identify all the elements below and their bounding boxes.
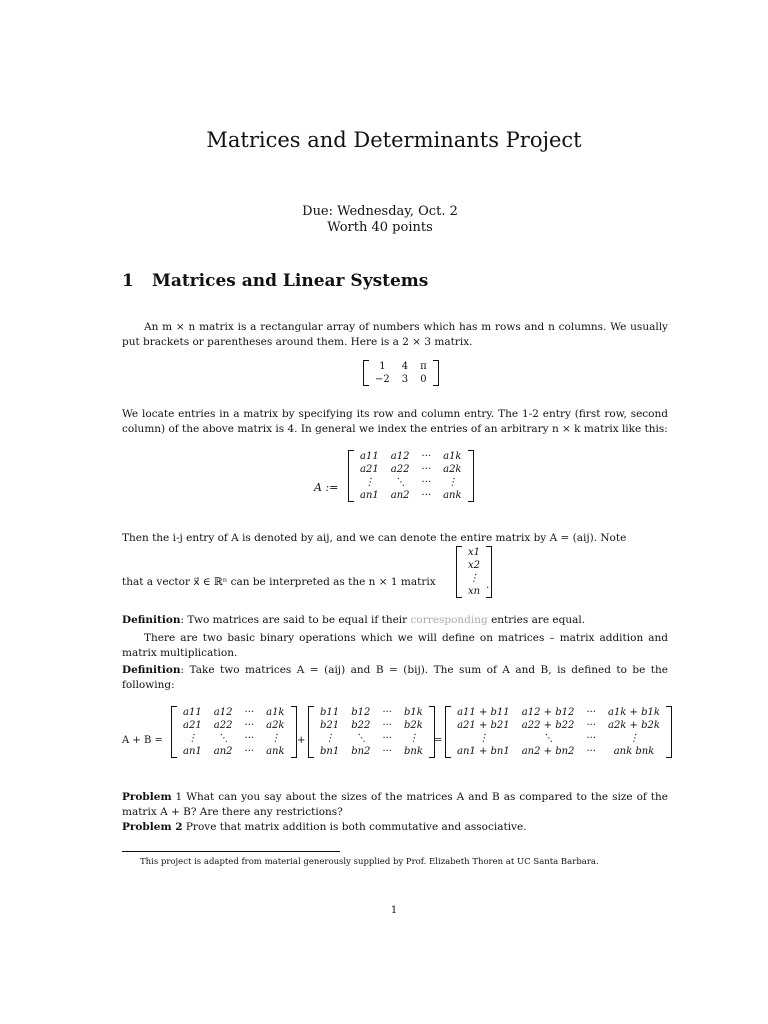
matrix-cell: a2k [266, 720, 285, 731]
matrix-row [451, 719, 666, 732]
matrix-cell: a22 [390, 464, 410, 475]
matrix-cell: ··· [382, 733, 392, 744]
definition-equal-text-a: : Two matrices are said to be equal if their [180, 614, 411, 626]
matrix-cell: a2k + b2k [607, 720, 660, 731]
matrix-cell: bn2 [351, 746, 371, 757]
matrix-row [177, 745, 291, 758]
matrix-cell: a12 [213, 707, 233, 718]
matrix-cell: ··· [586, 746, 596, 757]
matrix-cell: 3 [401, 374, 409, 385]
matrix-cell: 1 [379, 361, 386, 372]
matrix-row [354, 489, 468, 502]
matrix-cell: an2 [390, 490, 410, 501]
definition-label: Definition [122, 614, 181, 626]
matrix-row [314, 706, 429, 719]
matrix-cell: an1 + bn1 [457, 746, 510, 757]
matrix-cell: ⋮ [447, 477, 458, 488]
matrix-row [451, 706, 666, 719]
matrix-cell: an2 [213, 746, 233, 757]
matrix-row [462, 572, 486, 585]
matrix-cell: ank [266, 746, 285, 757]
example-matrix [363, 360, 439, 386]
matrix-cell: a21 [183, 720, 202, 731]
matrix-cell: ··· [421, 490, 432, 501]
matrix-cell: a21 [360, 464, 379, 475]
page-number: 1 [390, 905, 398, 916]
matrix-cell: b21 [320, 720, 340, 731]
matrix-cell: ⋮ [324, 733, 335, 744]
matrix-cell: ··· [244, 733, 255, 744]
definition-label: Definition [122, 664, 181, 676]
section-title: Matrices and Linear Systems [152, 271, 429, 291]
paragraph-indexing: We locate entries in a matrix by specifying its row and column entry. The 1-2 entry (first row, second column) of the above matrix is 4. In general we index the entries of an arbitrary n × k matrix like this: [122, 408, 668, 435]
matrix-cell: b22 [351, 720, 371, 731]
matrix-cell: a22 + b22 [521, 720, 575, 731]
sum-matrix-a-table [177, 706, 291, 758]
matrix-row [354, 463, 468, 476]
matrix-cell: a12 [390, 451, 410, 462]
matrix-cell: a12 + b12 [521, 707, 575, 718]
matrix-a-label: A := [314, 481, 339, 494]
definition-sum [122, 663, 668, 693]
due-date: Due: Wednesday, Oct. 2 [302, 204, 458, 219]
problem-2-text: Prove that matrix addition is both commutative and associative. [182, 821, 527, 833]
sum-matrix-a [171, 706, 297, 758]
due-block [0, 204, 760, 236]
matrix-cell: a22 [213, 720, 233, 731]
matrix-row [177, 719, 291, 732]
matrix-cell: 0 [420, 374, 427, 385]
matrix-cell: ··· [586, 707, 596, 718]
definition-equal-faint: corresponding [410, 614, 488, 626]
matrix-cell: ⋱ [395, 477, 406, 488]
matrix-cell: ··· [382, 720, 392, 731]
matrix-cell: ⋮ [270, 733, 281, 744]
matrix-cell: ··· [586, 733, 596, 744]
definition-equal [122, 613, 668, 628]
sum-matrix-b [308, 706, 435, 758]
problem-label: Problem 2 [122, 821, 183, 833]
matrix-cell: ··· [421, 451, 432, 462]
matrix-row [354, 476, 468, 489]
sum-matrix-b-table [314, 706, 429, 758]
matrix-a-table [354, 450, 468, 502]
matrix-cell: ··· [244, 720, 255, 731]
document-title: Matrices and Determinants Project [206, 128, 582, 152]
worth-points: Worth 40 points [327, 220, 433, 235]
footnote-rule [122, 851, 340, 852]
matrix-cell: b12 [351, 707, 371, 718]
paragraph-vector-text: that a vector x⃗ ∈ ℝⁿ can be interpreted as the n × 1 matrix [122, 576, 436, 588]
matrix-row [462, 559, 486, 572]
plus-sign: + [297, 735, 306, 746]
paragraph-operations: There are two basic binary operations which we will define on matrices – matrix addition and matrix multiplication. [122, 632, 668, 659]
matrix-row [451, 732, 666, 745]
matrix-row [369, 360, 433, 373]
matrix-cell: a11 [183, 707, 202, 718]
matrix-cell: ⋱ [543, 733, 554, 744]
matrix-cell: ··· [244, 746, 255, 757]
matrix-cell: −2 [375, 374, 390, 385]
sum-label: A + B = [122, 735, 163, 746]
matrix-cell: ··· [382, 746, 392, 757]
vector-x-table [462, 546, 486, 598]
matrix-cell: b11 [320, 707, 340, 718]
matrix-cell: ··· [244, 707, 255, 718]
matrix-cell: x2 [468, 560, 481, 571]
matrix-cell: ··· [421, 477, 432, 488]
matrix-cell: xn [468, 586, 481, 597]
matrix-row [177, 732, 291, 745]
matrix-cell: ⋮ [408, 733, 419, 744]
matrix-cell: a1k [266, 707, 285, 718]
matrix-cell: x1 [468, 547, 481, 558]
matrix-cell: a11 [360, 451, 379, 462]
matrix-cell: ⋮ [469, 573, 480, 584]
problem-label: Problem [122, 791, 172, 803]
matrix-cell: a2k [443, 464, 462, 475]
matrix-cell: π [420, 361, 427, 372]
paragraph-ij-entry: Then the i-j entry of A is denoted by aij, and we can denote the entire matrix by A = (aij). Note [122, 532, 627, 544]
matrix-row [369, 373, 433, 386]
matrix-row [314, 732, 429, 745]
matrix-cell: a1k [443, 451, 462, 462]
matrix-cell: ⋱ [355, 733, 366, 744]
definition-equal-text-b: entries are equal. [487, 614, 586, 626]
section-number: 1 [122, 271, 134, 291]
matrix-row [451, 745, 666, 758]
paragraph-vector [122, 575, 436, 590]
sum-matrix-result [445, 706, 672, 758]
problem-1 [122, 790, 668, 820]
matrix-cell: an2 + bn2 [521, 746, 575, 757]
matrix-cell: b1k [404, 707, 423, 718]
equals-sign: = [434, 735, 443, 746]
matrix-cell: an1 [183, 746, 202, 757]
matrix-cell: ··· [421, 464, 432, 475]
matrix-cell: ⋮ [478, 733, 489, 744]
matrix-cell: 4 [401, 361, 409, 372]
matrix-cell: bnk [403, 746, 423, 757]
matrix-cell: ··· [382, 707, 392, 718]
matrix-a [348, 450, 474, 502]
matrix-cell: a1k + b1k [607, 707, 660, 718]
definition-sum-text: : Take two matrices A = (aij) and B = (bij). The sum of A and B, is defined to be the following: [122, 664, 668, 691]
matrix-cell: ank bnk [613, 746, 655, 757]
matrix-cell: ⋮ [364, 477, 375, 488]
matrix-cell: ⋮ [187, 733, 198, 744]
matrix-row [314, 719, 429, 732]
matrix-cell: bn1 [320, 746, 340, 757]
matrix-cell: ··· [586, 720, 596, 731]
matrix-row [177, 706, 291, 719]
section-heading [122, 271, 428, 291]
footnote: This project is adapted from material generously supplied by Prof. Elizabeth Thoren at UC Santa Barbara. [140, 857, 599, 867]
matrix-row [462, 546, 486, 559]
matrix-cell: ⋮ [628, 733, 639, 744]
matrix-cell: an1 [360, 490, 379, 501]
paragraph-matrix-definition: An m × n matrix is a rectangular array of numbers which has m rows and n columns. We usually put brackets or parentheses around them. Here is a 2 × 3 matrix. [122, 321, 668, 348]
matrix-row [314, 745, 429, 758]
matrix-row [462, 585, 486, 598]
matrix-cell: a21 + b21 [457, 720, 510, 731]
problem-2 [122, 820, 668, 835]
matrix-cell: ⋱ [218, 733, 229, 744]
matrix-row [354, 450, 468, 463]
matrix-cell: a11 + b11 [457, 707, 510, 718]
vector-period: . [486, 579, 490, 591]
matrix-cell: b2k [404, 720, 423, 731]
example-matrix-table [369, 360, 433, 386]
matrix-cell: ank [443, 490, 462, 501]
problem-1-text: 1 What can you say about the sizes of the matrices A and B as compared to the size of the matrix A + B? Are there any restrictions? [122, 791, 668, 818]
sum-matrix-result-table [451, 706, 666, 758]
